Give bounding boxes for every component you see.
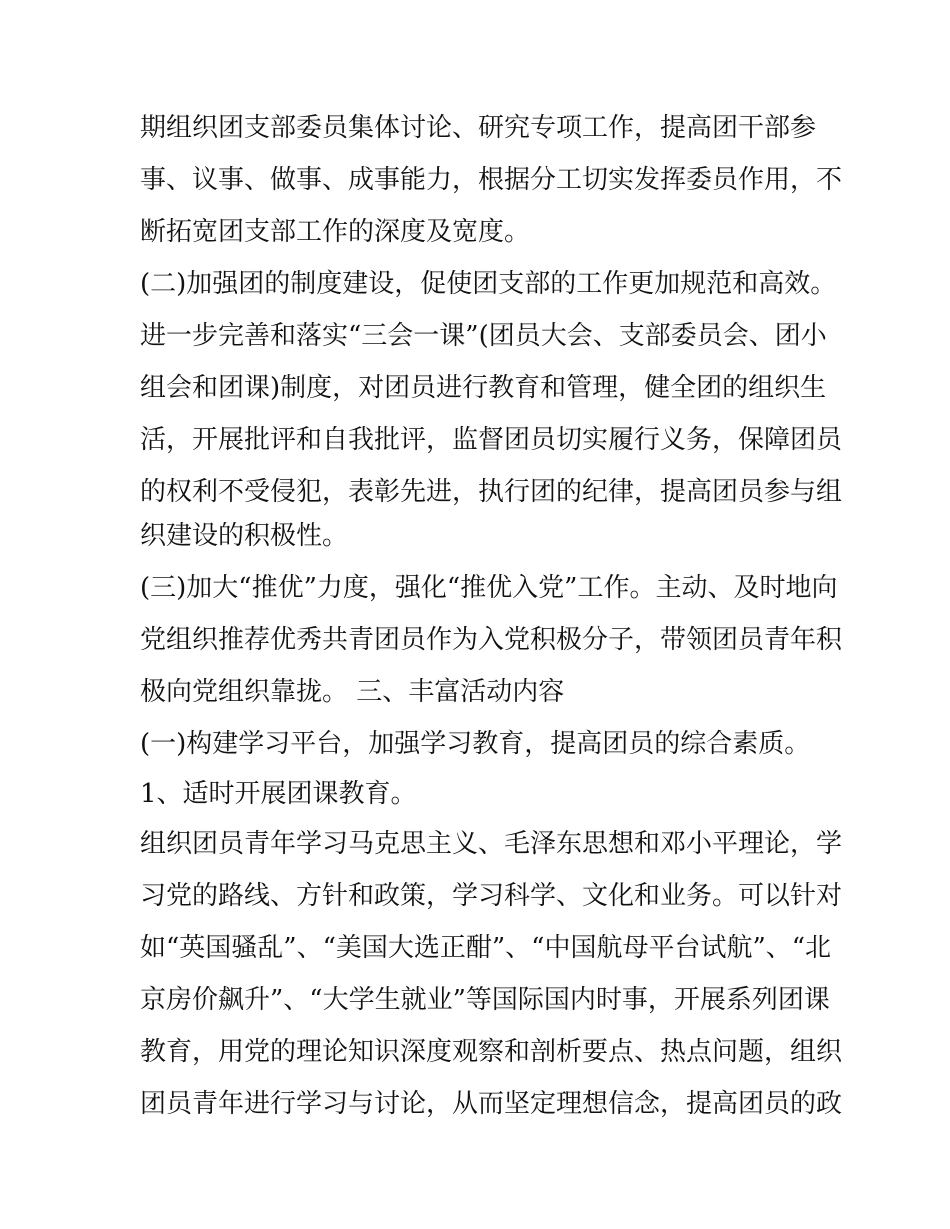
text-line: 组会和团课)制度，对团员进行教育和管理，健全团的组织生 xyxy=(140,373,827,403)
text-line: 事、议事、做事、成事能力，根据分工切实发挥委员作用，不 xyxy=(140,165,843,195)
section-heading: (二)加强团的制度建设，促使团支部的工作更加规范和高效。 xyxy=(140,269,837,299)
text-line: 进一步完善和落实“三会一课”(团员大会、支部委员会、团小 xyxy=(140,321,827,351)
text-line: 的权利不受侵犯，表彰先进，执行团的纪律，提高团员参与组 xyxy=(140,477,843,507)
text-line: 组织团员青年学习马克思主义、毛泽东思想和邓小平理论，学 xyxy=(140,829,843,859)
subsection-heading: 1、适时开展团课教育。 xyxy=(140,779,417,809)
text-line: 活，开展批评和自我批评，监督团员切实履行义务，保障团员 xyxy=(140,425,843,455)
text-line: 极向党组织靠拢。 三、丰富活动内容 xyxy=(140,677,565,707)
text-line: 京房价飙升”、“大学生就业”等国际国内时事，开展系列团课 xyxy=(140,985,830,1015)
text-line: 团员青年进行学习与讨论，从而坚定理想信念，提高团员的政 xyxy=(140,1089,843,1119)
text-line: 如“英国骚乱”、“美国大选正酣”、“中国航母平台试航”、“北 xyxy=(140,933,832,963)
section-heading: (一)构建学习平台，加强学习教育，提高团员的综合素质。 xyxy=(140,729,811,759)
text-line: 期组织团支部委员集体讨论、研究专项工作，提高团干部参 xyxy=(140,113,817,143)
text-line: 教育，用党的理论知识深度观察和剖析要点、热点问题，组织 xyxy=(140,1037,843,1067)
text-line: 习党的路线、方针和政策，学习科学、文化和业务。可以针对 xyxy=(140,881,843,911)
text-line: 党组织推荐优秀共青团员作为入党积极分子，带领团员青年积 xyxy=(140,625,843,655)
section-heading: (三)加大“推优”力度，强化“推优入党”工作。主动、及时地向 xyxy=(140,573,838,603)
text-line: 织建设的积极性。 xyxy=(140,521,349,551)
text-line: 断拓宽团支部工作的深度及宽度。 xyxy=(140,217,531,247)
